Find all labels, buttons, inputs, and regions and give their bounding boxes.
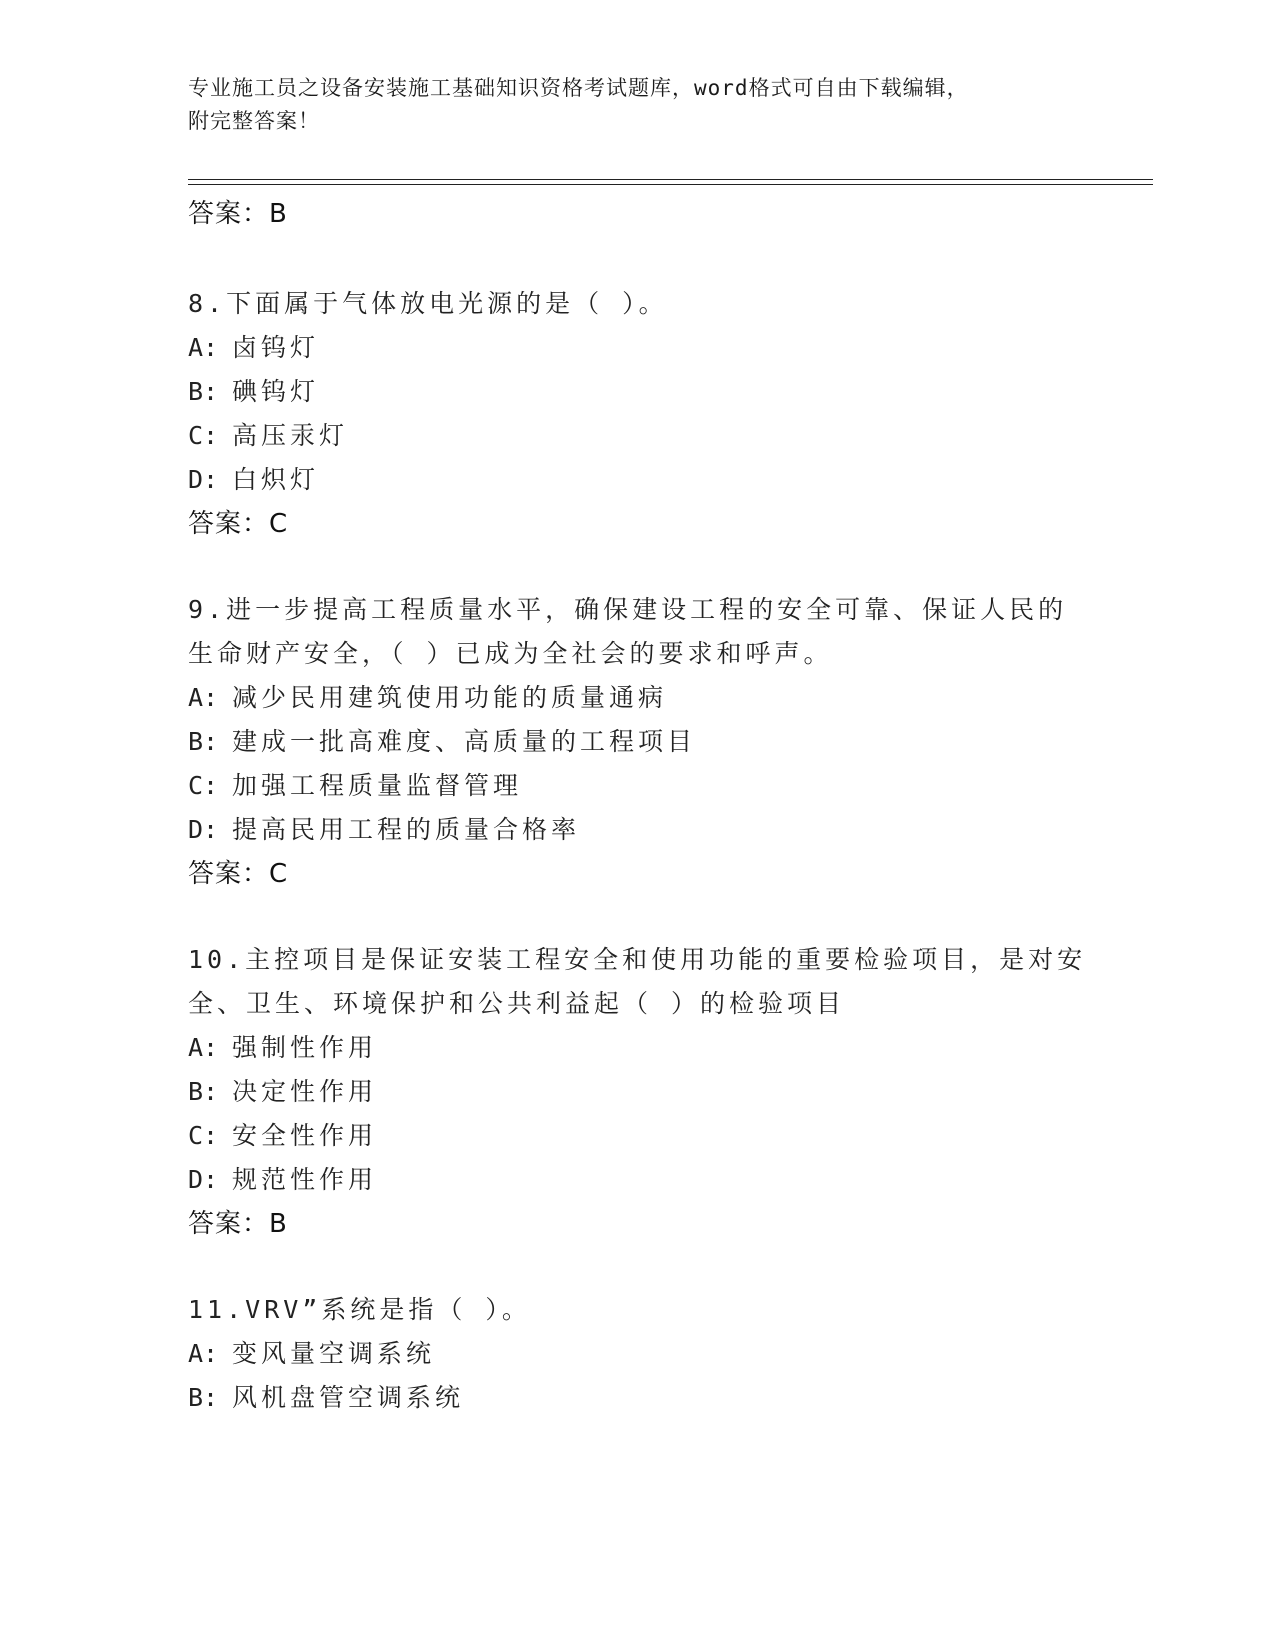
- option-text: 碘钨灯: [232, 377, 320, 406]
- question-8-stem: 8.下面属于气体放电光源的是（ ）。: [188, 289, 668, 318]
- option-key: B:: [188, 377, 219, 406]
- option-text: 强制性作用: [232, 1033, 378, 1062]
- question-8-option-b: [188, 372, 319, 408]
- option-text: 卤钨灯: [232, 333, 320, 362]
- option-text: 高压汞灯: [232, 421, 349, 450]
- header-line-1: 专业施工员之设备安装施工基础知识资格考试题库，word格式可自由下载编辑，: [188, 76, 969, 100]
- option-key: B:: [188, 1077, 219, 1106]
- question-11-stem: 11.VRV”系统是指（ ）。: [188, 1295, 531, 1324]
- header-divider-top: [188, 179, 1153, 180]
- question-9-stem-line-2: 生命财产安全，（ ）已成为全社会的要求和呼声。: [188, 639, 833, 668]
- option-text: 决定性作用: [232, 1077, 378, 1106]
- option-text: 建成一批高难度、高质量的工程项目: [232, 727, 697, 756]
- option-key: C:: [188, 421, 219, 450]
- option-text: 安全性作用: [232, 1121, 378, 1150]
- option-text: 提高民用工程的质量合格率: [232, 815, 581, 844]
- option-key: A:: [188, 1033, 219, 1062]
- question-9-option-a: [188, 678, 667, 714]
- question-10-stem-line-1: 10.主控项目是保证安装工程安全和使用功能的重要检验项目，是对安: [188, 945, 1087, 974]
- option-key: D:: [188, 465, 219, 494]
- question-10-stem-line-2: 全、卫生、环境保护和公共利益起（ ）的检验项目: [188, 989, 846, 1018]
- option-key: A:: [188, 683, 219, 712]
- option-key: D:: [188, 815, 219, 844]
- option-text: 加强工程质量监督管理: [232, 771, 523, 800]
- document-header: [188, 72, 1068, 138]
- question-10-option-a: [188, 1028, 377, 1064]
- question-10-option-d: [188, 1160, 377, 1196]
- header-line-2: 附完整答案！: [188, 109, 320, 133]
- option-key: B:: [188, 727, 219, 756]
- question-11-option-b: [188, 1378, 464, 1414]
- question-8-option-d: [188, 460, 319, 496]
- option-text: 风机盘管空调系统: [232, 1383, 465, 1412]
- question-11-option-a: [188, 1334, 435, 1370]
- header-divider-bottom: [188, 184, 1153, 185]
- option-text: 减少民用建筑使用功能的质量通病: [232, 683, 668, 712]
- question-9-stem-line-1: 9.进一步提高工程质量水平，确保建设工程的安全可靠、保证人民的: [188, 595, 1068, 624]
- option-text: 变风量空调系统: [232, 1339, 436, 1368]
- question-10-answer: 答案：B: [188, 1209, 288, 1239]
- question-10-option-c: [188, 1116, 377, 1152]
- question-9-option-b: [188, 722, 696, 758]
- question-10-option-b: [188, 1072, 377, 1108]
- option-key: C:: [188, 771, 219, 800]
- option-key: A:: [188, 1339, 219, 1368]
- option-key: A:: [188, 333, 219, 362]
- option-key: C:: [188, 1121, 219, 1150]
- option-text: 白炽灯: [232, 465, 320, 494]
- question-8-answer: 答案：C: [188, 509, 289, 539]
- option-text: 规范性作用: [232, 1165, 378, 1194]
- question-9-option-d: [188, 810, 580, 846]
- question-8-option-c: [188, 416, 348, 452]
- option-key: D:: [188, 1165, 219, 1194]
- question-9-option-c: [188, 766, 522, 802]
- question-8-option-a: [188, 328, 319, 364]
- option-key: B:: [188, 1383, 219, 1412]
- top-answer: 答案：B: [188, 199, 288, 229]
- question-9-answer: 答案：C: [188, 859, 289, 889]
